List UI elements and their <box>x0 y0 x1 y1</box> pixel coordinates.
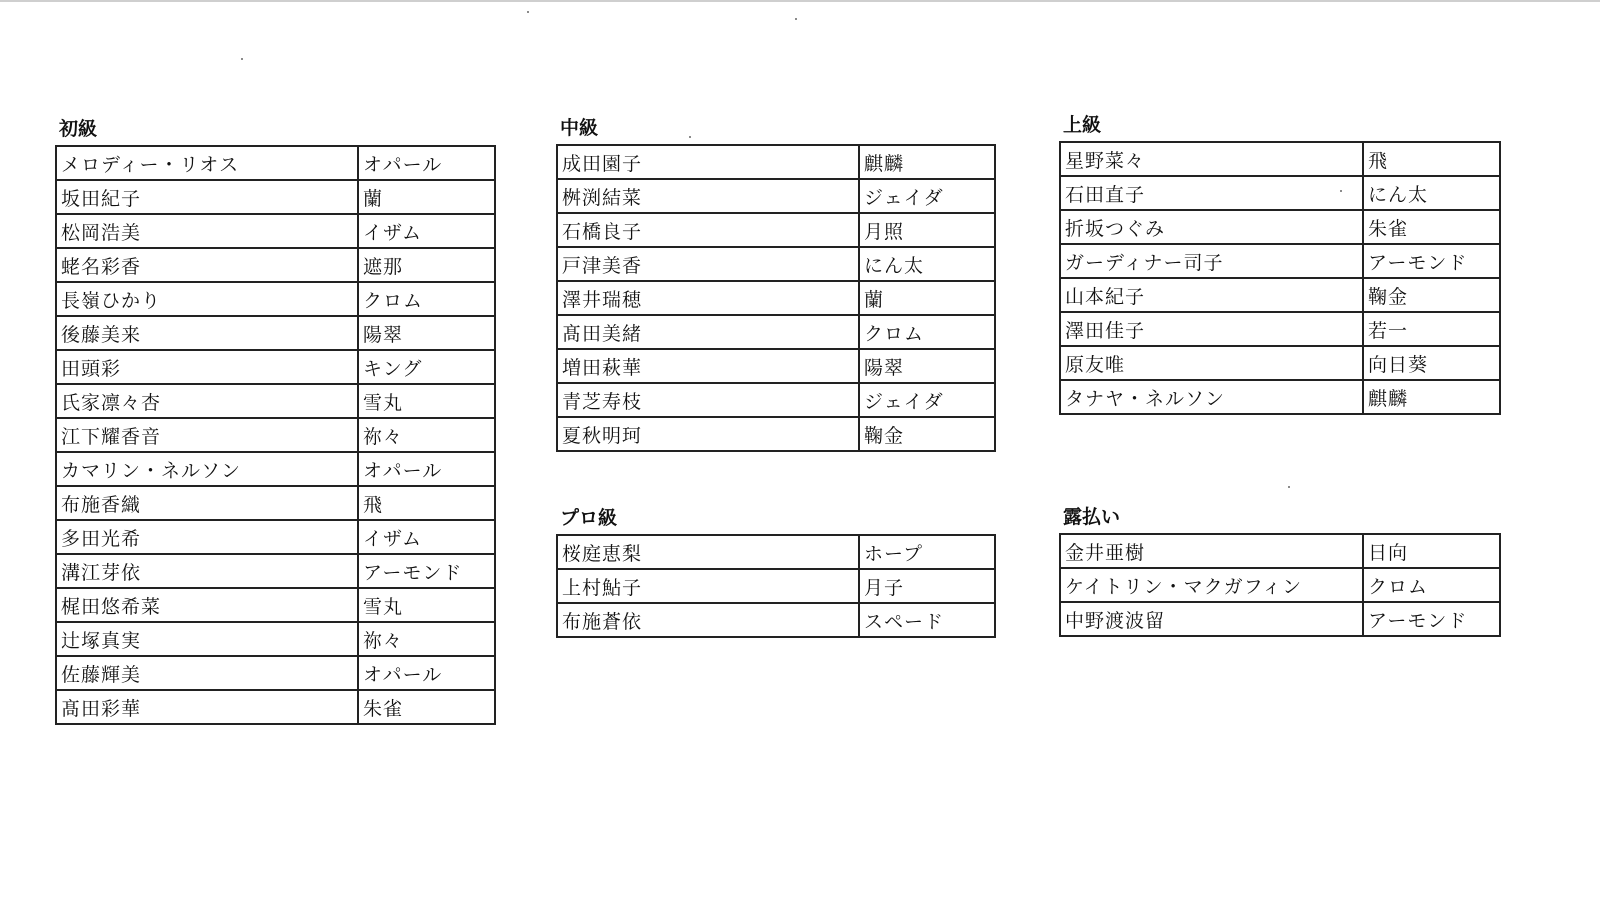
horse-name-cell: 朱雀 <box>358 690 495 724</box>
section-title: 露払い <box>1063 506 1121 528</box>
horse-name-cell: 若一 <box>1363 312 1500 346</box>
horse-name-cell: にん太 <box>859 247 995 281</box>
table-row <box>56 146 495 180</box>
section-title: プロ級 <box>560 507 618 529</box>
section-jokyu <box>1059 113 1501 415</box>
table-row <box>56 384 495 418</box>
table-row <box>557 179 995 213</box>
horse-name-cell: オパール <box>358 656 495 690</box>
horse-name-cell: 麒麟 <box>859 145 995 179</box>
member-name-cell: 桝渕結菜 <box>557 179 859 213</box>
horse-name-cell: 陽翠 <box>358 316 495 350</box>
table-row <box>1060 568 1500 602</box>
horse-name-cell: 雪丸 <box>358 588 495 622</box>
horse-name-cell: キング <box>358 350 495 384</box>
member-name-cell: 中野渡波留 <box>1060 602 1363 636</box>
member-name-cell: 上村鮎子 <box>557 569 859 603</box>
horse-name-cell: 祢々 <box>358 418 495 452</box>
table-row <box>1060 602 1500 636</box>
horse-name-cell: 月照 <box>859 213 995 247</box>
section-title: 初級 <box>59 118 98 140</box>
table-row <box>56 282 495 316</box>
member-name-cell: 蛯名彩香 <box>56 248 358 282</box>
table-row <box>56 316 495 350</box>
member-name-cell: 佐藤輝美 <box>56 656 358 690</box>
member-name-cell: タナヤ・ネルソン <box>1060 380 1363 414</box>
table-row <box>557 349 995 383</box>
scan-speck <box>1288 486 1290 488</box>
member-name-cell: 桜庭恵梨 <box>557 535 859 569</box>
table-row <box>557 213 995 247</box>
section-title: 中級 <box>560 117 599 139</box>
horse-name-cell: クロム <box>358 282 495 316</box>
horse-name-cell: 向日葵 <box>1363 346 1500 380</box>
member-name-cell: 髙田彩華 <box>56 690 358 724</box>
member-name-cell: 原友唯 <box>1060 346 1363 380</box>
table-row <box>557 281 995 315</box>
table-row <box>56 418 495 452</box>
table-row <box>1060 346 1500 380</box>
horse-name-cell: クロム <box>1363 568 1500 602</box>
member-name-cell: 辻塚真実 <box>56 622 358 656</box>
horse-name-cell: 麒麟 <box>1363 380 1500 414</box>
horse-name-cell: 祢々 <box>358 622 495 656</box>
table-row <box>56 180 495 214</box>
horse-name-cell: 鞠金 <box>859 417 995 451</box>
member-name-cell: 江下耀香音 <box>56 418 358 452</box>
horse-name-cell: クロム <box>859 315 995 349</box>
horse-name-cell: オパール <box>358 146 495 180</box>
member-name-cell: 山本紀子 <box>1060 278 1363 312</box>
table-row <box>1060 142 1500 176</box>
horse-name-cell: 朱雀 <box>1363 210 1500 244</box>
member-name-cell: ガーディナー司子 <box>1060 244 1363 278</box>
section-title: 上級 <box>1063 114 1102 136</box>
horse-name-cell: イザム <box>358 214 495 248</box>
horse-name-cell: 遮那 <box>358 248 495 282</box>
table-row <box>56 554 495 588</box>
member-name-cell: 溝江芽依 <box>56 554 358 588</box>
table-row <box>557 417 995 451</box>
member-name-cell: 松岡浩美 <box>56 214 358 248</box>
member-name-cell: 長嶺ひかり <box>56 282 358 316</box>
table-row <box>56 656 495 690</box>
table-row <box>56 248 495 282</box>
horse-name-cell: アーモンド <box>1363 244 1500 278</box>
horse-name-cell: 蘭 <box>358 180 495 214</box>
member-name-cell: 石橋良子 <box>557 213 859 247</box>
section-shokyu <box>55 117 496 725</box>
horse-name-cell: ジェイダ <box>859 179 995 213</box>
member-name-cell: 坂田紀子 <box>56 180 358 214</box>
member-name-cell: 布施蒼依 <box>557 603 859 637</box>
scan-speck <box>795 18 797 20</box>
table-row <box>557 535 995 569</box>
horse-name-cell: にん太 <box>1363 176 1500 210</box>
roster-table <box>1059 533 1501 637</box>
horse-name-cell: ホープ <box>859 535 995 569</box>
member-name-cell: ケイトリン・マクガフィン <box>1060 568 1363 602</box>
member-name-cell: 夏秋明珂 <box>557 417 859 451</box>
table-row <box>557 603 995 637</box>
member-name-cell: 金井亜樹 <box>1060 534 1363 568</box>
scan-speck <box>241 58 243 60</box>
scan-speck <box>527 11 529 13</box>
horse-name-cell: 雪丸 <box>358 384 495 418</box>
table-row <box>56 214 495 248</box>
table-row <box>56 690 495 724</box>
member-name-cell: 布施香織 <box>56 486 358 520</box>
roster-table <box>55 145 496 725</box>
table-row <box>557 315 995 349</box>
table-row <box>557 247 995 281</box>
table-row <box>1060 244 1500 278</box>
member-name-cell: 増田萩華 <box>557 349 859 383</box>
member-name-cell: 多田光希 <box>56 520 358 554</box>
member-name-cell: 髙田美緒 <box>557 315 859 349</box>
horse-name-cell: イザム <box>358 520 495 554</box>
table-row <box>56 452 495 486</box>
horse-name-cell: 蘭 <box>859 281 995 315</box>
table-row <box>1060 278 1500 312</box>
member-name-cell: 星野菜々 <box>1060 142 1363 176</box>
table-row <box>56 350 495 384</box>
member-name-cell: 石田直子 <box>1060 176 1363 210</box>
horse-name-cell: 月子 <box>859 569 995 603</box>
table-row <box>56 520 495 554</box>
table-row <box>1060 380 1500 414</box>
horse-name-cell: スペード <box>859 603 995 637</box>
roster-table <box>556 534 996 638</box>
table-row <box>1060 312 1500 346</box>
section-tsuyuharai <box>1059 505 1501 637</box>
member-name-cell: 成田園子 <box>557 145 859 179</box>
roster-table <box>556 144 996 452</box>
table-row <box>56 486 495 520</box>
member-name-cell: 青芝寿枝 <box>557 383 859 417</box>
section-chukyu <box>556 116 996 452</box>
horse-name-cell: 飛 <box>1363 142 1500 176</box>
member-name-cell: カマリン・ネルソン <box>56 452 358 486</box>
member-name-cell: 澤田佳子 <box>1060 312 1363 346</box>
table-row <box>1060 534 1500 568</box>
horse-name-cell: 陽翠 <box>859 349 995 383</box>
table-row <box>1060 176 1500 210</box>
horse-name-cell: アーモンド <box>358 554 495 588</box>
member-name-cell: 田頭彩 <box>56 350 358 384</box>
roster-table <box>1059 141 1501 415</box>
member-name-cell: 澤井瑞穂 <box>557 281 859 315</box>
horse-name-cell: ジェイダ <box>859 383 995 417</box>
member-name-cell: メロディー・リオス <box>56 146 358 180</box>
scan-top-edge <box>0 0 1600 2</box>
section-prokyu <box>556 506 996 638</box>
table-row <box>1060 210 1500 244</box>
member-name-cell: 折坂つぐみ <box>1060 210 1363 244</box>
table-row <box>557 383 995 417</box>
table-row <box>56 622 495 656</box>
horse-name-cell: オパール <box>358 452 495 486</box>
member-name-cell: 戸津美香 <box>557 247 859 281</box>
table-row <box>557 145 995 179</box>
horse-name-cell: 鞠金 <box>1363 278 1500 312</box>
member-name-cell: 後藤美来 <box>56 316 358 350</box>
horse-name-cell: 日向 <box>1363 534 1500 568</box>
horse-name-cell: アーモンド <box>1363 602 1500 636</box>
table-row <box>56 588 495 622</box>
member-name-cell: 氏家凛々杏 <box>56 384 358 418</box>
horse-name-cell: 飛 <box>358 486 495 520</box>
table-row <box>557 569 995 603</box>
member-name-cell: 梶田悠希菜 <box>56 588 358 622</box>
